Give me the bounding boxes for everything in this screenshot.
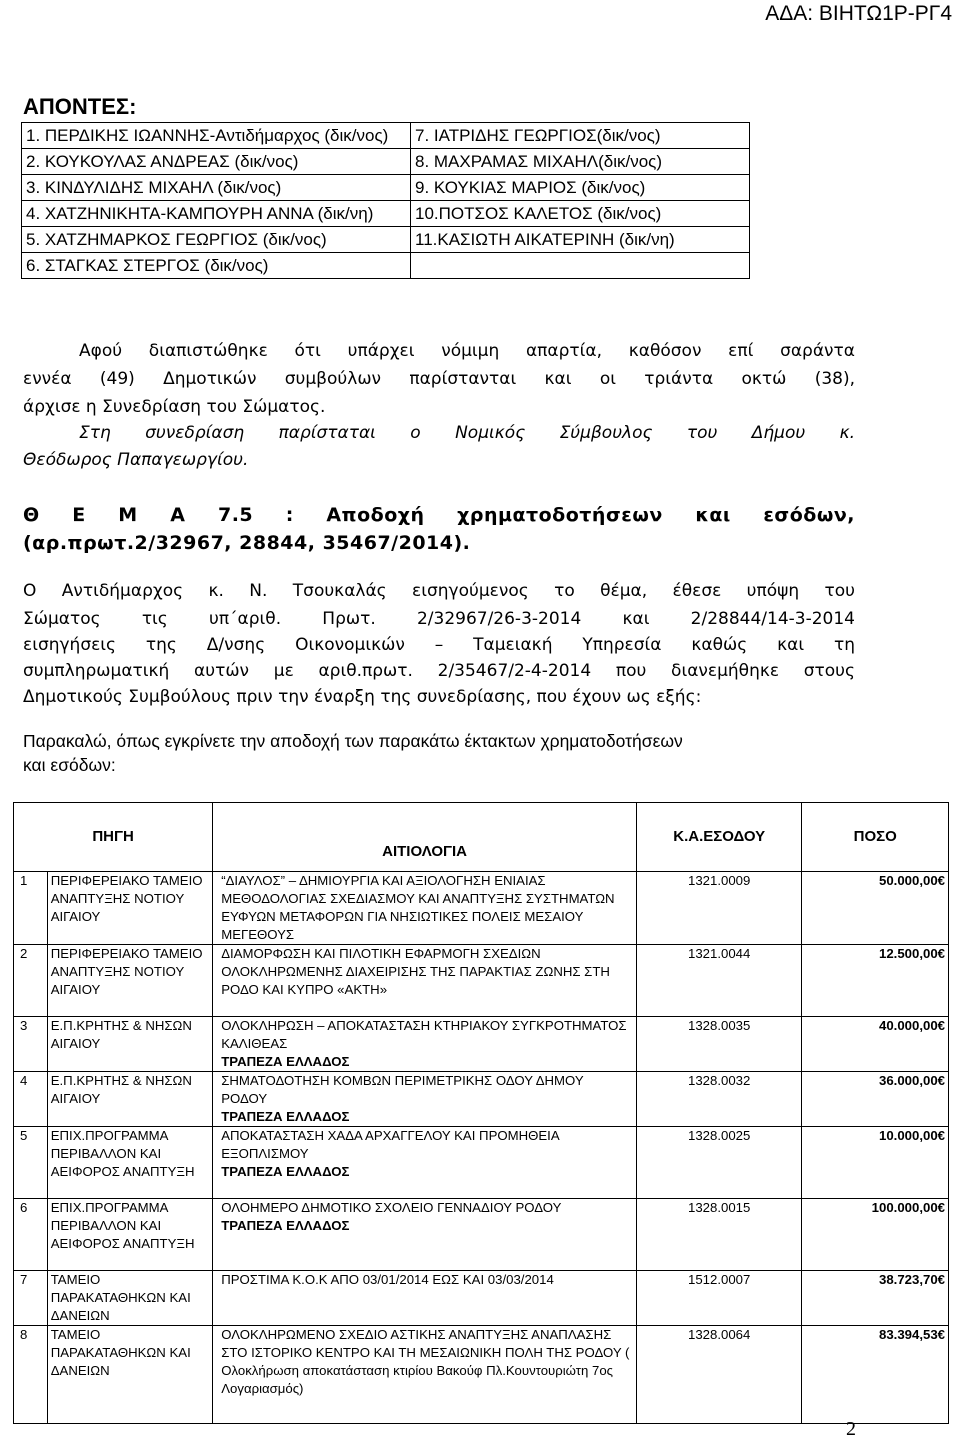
grant-reason (213, 1072, 637, 1127)
grant-source: ΠΕΡΙΦΕΡΕΙΑΚΟ ΤΑΜΕΙΟ ΑΝΑΠΤΥΞΗΣ ΝΟΤΙΟΥ ΑΙΓΑΙΟΥ (47, 872, 212, 945)
grant-reason (213, 872, 637, 945)
grant-source: ΤΑΜΕΙΟ ΠΑΡΑΚΑΤΑΘΗΚΩΝ ΚΑΙ ΔΑΝΕΙΩΝ (47, 1326, 212, 1424)
grant-bank: ΤΡΑΠΕΖΑ ΕΛΛΑΔΟΣ (221, 1164, 350, 1179)
grant-kae: 1321.0044 (636, 945, 801, 1017)
quorum-line-1: Αφού διαπιστώθηκε ότι υπάρχει νόμιμη απαρτία, καθόσον επί σαράντα (79, 341, 855, 361)
absent-row (22, 227, 750, 253)
grant-reason (213, 945, 637, 1017)
absent-member-left: 2. ΚΟΥΚΟΥΛΑΣ ΑΝΔΡΕΑΣ (δικ/νος) (22, 149, 411, 175)
grant-reason (213, 1326, 637, 1424)
absent-member-left: 4. ΧΑΤΖΗΝΙΚΗΤΑ-ΚΑΜΠΟΥΡΗ ΑΝΝΑ (δικ/νη) (22, 201, 411, 227)
intro-line-3: εισηγήσεις της Δ/νσης Οικονομικών – Ταμειακή Υπηρεσία καθώς και τη (23, 635, 855, 655)
grant-reason (213, 1127, 637, 1199)
grants-header-row (14, 803, 949, 872)
grant-bank: ΤΡΑΠΕΖΑ ΕΛΛΑΔΟΣ (221, 1109, 350, 1124)
grant-reason-text: “ΔΙΑΥΛΟΣ” – ΔΗΜΙΟΥΡΓΙΑ ΚΑΙ ΑΞΙΟΛΟΓΗΣΗ ΕΝΙΑΙΑΣ ΜΕΘΟΔΟΛΟΓΙΑΣ ΣΧΕΔΙΑΣΜΟΥ ΚΑΙ ΑΝΑΠΤΥΞΗΣ ΣΥΣΤΗΜΑΤΩΝ ΕΥΦΥΩΝ ΜΕΤΑΦΟΡΩΝ ΓΙΑ ΝΗΣΙΩΤΙΚΕΣ ΠΟΛΕΙΣ ΜΕΣΑΙΟΥ ΜΕΓΕΘΟΥΣ (221, 873, 615, 942)
header-kae: Κ.Α.ΕΣΟΔΟΥ (636, 803, 801, 872)
grant-source: ΕΠΙΧ.ΠΡΟΓΡΑΜΜΑ ΠΕΡΙΒΑΛΛΟΝ ΚΑΙ ΑΕΙΦΟΡΟΣ ΑΝΑΠΤΥΞΗ (47, 1199, 212, 1271)
grant-reason-text: ΟΛΟΚΛΗΡΩΣΗ – ΑΠΟΚΑΤΑΣΤΑΣΗ ΚΤΗΡΙΑΚΟΥ ΣΥΓΚΡΟΤΗΜΑΤΟΣ ΚΑΛΙΘΕΑΣ (221, 1018, 627, 1051)
grants-table (13, 802, 949, 1424)
theme-refs: (αρ.πρωτ.2/32967, 28844, 35467/2014). (23, 532, 471, 554)
absent-row (22, 123, 750, 149)
grant-row (14, 1199, 949, 1271)
grant-reason-text: ΠΡΟΣΤΙΜΑ Κ.Ο.Κ ΑΠΟ 03/01/2014 ΕΩΣ ΚΑΙ 03/03/2014 (221, 1272, 554, 1287)
quorum-line-2: εννέα (49) Δημοτικών συμβούλων παρίστανται και οι τριάντα οκτώ (38), (23, 369, 855, 389)
intro-line-2: Σώματος τις υπ΄αριθ. Πρωτ. 2/32967/26-3-2014 και 2/28844/14-3-2014 (23, 609, 855, 629)
absent-member-right: 10.ΠΟΤΣΟΣ ΚΑΛΕΤΟΣ (δικ/νος) (411, 201, 750, 227)
absent-row (22, 149, 750, 175)
grant-number: 5 (14, 1127, 48, 1199)
grant-bank: ΤΡΑΠΕΖΑ ΕΛΛΑΔΟΣ (221, 1054, 350, 1069)
grant-source: ΤΑΜΕΙΟ ΠΑΡΑΚΑΤΑΘΗΚΩΝ ΚΑΙ ΔΑΝΕΙΩΝ (47, 1271, 212, 1326)
grant-source: ΠΕΡΙΦΕΡΕΙΑΚΟ ΤΑΜΕΙΟ ΑΝΑΠΤΥΞΗΣ ΝΟΤΙΟΥ ΑΙΓΑΙΟΥ (47, 945, 212, 1017)
grant-row (14, 1326, 949, 1424)
absent-row (22, 253, 750, 279)
absent-title: ΑΠΟΝΤΕΣ: (23, 94, 137, 119)
intro-line-4: συμπληρωματική αυτών με αριθ.πρωτ. 2/35467/2-4-2014 που διανεμήθηκε στους (23, 661, 855, 681)
grant-source: ΕΠΙΧ.ΠΡΟΓΡΑΜΜΑ ΠΕΡΙΒΑΛΛΟΝ ΚΑΙ ΑΕΙΦΟΡΟΣ ΑΝΑΠΤΥΞΗ (47, 1127, 212, 1199)
header-amount: ΠΟΣΟ (802, 803, 949, 872)
ada-code: ΑΔΑ: ΒΙΗΤΩ1Ρ-ΡΓ4 (765, 2, 952, 25)
grant-row (14, 872, 949, 945)
legal-advisor-line-2: Θεόδωρος Παπαγεωργίου. (23, 450, 249, 470)
absent-member-right: 11.ΚΑΣΙΩΤΗ ΑΙΚΑΤΕΡΙΝΗ (δικ/νη) (411, 227, 750, 253)
grant-kae: 1512.0007 (636, 1271, 801, 1326)
request-line-2: και εσόδων: (23, 755, 116, 775)
grant-row (14, 1017, 949, 1072)
absent-member-right (411, 253, 750, 279)
grant-row (14, 1127, 949, 1199)
grant-source: Ε.Π.ΚΡΗΤΗΣ & ΝΗΣΩΝ ΑΙΓΑΙΟΥ (47, 1072, 212, 1127)
grant-amount: 38.723,70€ (802, 1271, 949, 1326)
grant-row (14, 1271, 949, 1326)
grant-amount: 50.000,00€ (802, 872, 949, 945)
grant-kae: 1328.0025 (636, 1127, 801, 1199)
request-line-1: Παρακαλώ, όπως εγκρίνετε την αποδοχή των παρακάτω έκτακτων χρηματοδοτήσεων (23, 731, 683, 751)
grant-row (14, 945, 949, 1017)
grant-reason (213, 1199, 637, 1271)
grant-row (14, 1072, 949, 1127)
grant-reason-text: ΔΙΑΜΟΡΦΩΣΗ ΚΑΙ ΠΙΛΟΤΙΚΗ ΕΦΑΡΜΟΓΗ ΣΧΕΔΙΩΝ ΟΛΟΚΛΗΡΩΜΕΝΗΣ ΔΙΑΧΕΙΡΙΣΗΣ ΤΗΣ ΠΑΡΑΚΤΙΑΣ ΖΩΝΗΣ ΣΤΗ ΡΟΔΟ ΚΑΙ ΚΥΠΡΟ «ΑΚΤΗ» (221, 946, 610, 997)
grant-amount: 100.000,00€ (802, 1199, 949, 1271)
grant-amount: 40.000,00€ (802, 1017, 949, 1072)
quorum-line-3: άρχισε η Συνεδρίαση του Σώματος. (23, 397, 326, 417)
absent-member-right: 7. ΙΑΤΡΙΔΗΣ ΓΕΩΡΓΙΟΣ(δικ/νος) (411, 123, 750, 149)
grant-reason-text: ΟΛΟΚΛΗΡΩΜΕΝΟ ΣΧΕΔΙΟ ΑΣΤΙΚΗΣ ΑΝΑΠΤΥΞΗΣ ΑΝΑΠΛΑΣΗΣ ΣΤΟ ΙΣΤΟΡΙΚΟ ΚΕΝΤΡΟ ΚΑΙ ΤΗ ΜΕΣΑΙΩΝΙΚΗ ΠΟΛΗ ΤΗΣ ΡΟΔΟΥ ( Ολοκλήρωση αποκατάσταση κτιρίου Βακούφ Πλ.Κουντουριώτη 7ος Λογαριασμός) (221, 1327, 630, 1396)
absent-member-left: 5. ΧΑΤΖΗΜΑΡΚΟΣ ΓΕΩΡΓΙΟΣ (δικ/νος) (22, 227, 411, 253)
grant-amount: 12.500,00€ (802, 945, 949, 1017)
grant-number: 4 (14, 1072, 48, 1127)
grant-amount: 10.000,00€ (802, 1127, 949, 1199)
grant-kae: 1328.0035 (636, 1017, 801, 1072)
grant-number: 3 (14, 1017, 48, 1072)
grant-reason-text: ΟΛΟΗΜΕΡΟ ΔΗΜΟΤΙΚΟ ΣΧΟΛΕΙΟ ΓΕΝΝΑΔΙΟΥ ΡΟΔΟΥ (221, 1200, 562, 1215)
grant-kae: 1328.0032 (636, 1072, 801, 1127)
grant-number: 7 (14, 1271, 48, 1326)
absent-member-right: 8. ΜΑΧΡΑΜΑΣ ΜΙΧΑΗΛ(δικ/νος) (411, 149, 750, 175)
theme-title: Θ Ε Μ Α 7.5 : Αποδοχή χρηματοδοτήσεων και εσόδων, (23, 504, 855, 526)
absent-member-left: 1. ΠΕΡΔΙΚΗΣ ΙΩΑΝΝΗΣ-Αντιδήμαρχος (δικ/νος) (22, 123, 411, 149)
legal-advisor-line-1: Στη συνεδρίαση παρίσταται ο Νομικός Σύμβουλος του Δήμου κ. (79, 423, 855, 443)
absent-row (22, 175, 750, 201)
intro-line-1: Ο Αντιδήμαρχος κ. Ν. Τσουκαλάς εισηγούμενος το θέμα, έθεσε υπόψη του (23, 581, 855, 601)
grant-reason (213, 1271, 637, 1326)
absent-row (22, 201, 750, 227)
grant-amount: 83.394,53€ (802, 1326, 949, 1424)
grant-kae: 1328.0064 (636, 1326, 801, 1424)
grant-kae: 1328.0015 (636, 1199, 801, 1271)
grant-amount: 36.000,00€ (802, 1072, 949, 1127)
grant-number: 1 (14, 872, 48, 945)
grant-reason-text: ΣΗΜΑΤΟΔΟΤΗΣΗ ΚΟΜΒΩΝ ΠΕΡΙΜΕΤΡΙΚΗΣ ΟΔΟΥ ΔΗΜΟΥ ΡΟΔΟΥ (221, 1073, 584, 1106)
grant-number: 8 (14, 1326, 48, 1424)
grant-number: 2 (14, 945, 48, 1017)
grant-reason (213, 1017, 637, 1072)
page-number: 2 (846, 1418, 856, 1440)
absent-member-right: 9. ΚΟΥΚΙΑΣ ΜΑΡΙΟΣ (δικ/νος) (411, 175, 750, 201)
grant-number: 6 (14, 1199, 48, 1271)
header-reason: ΑΙΤΙΟΛΟΓΙΑ (213, 803, 637, 872)
grant-kae: 1321.0009 (636, 872, 801, 945)
grant-reason-text: ΑΠΟΚΑΤΑΣΤΑΣΗ ΧΑΔΑ ΑΡΧΑΓΓΕΛΟΥ ΚΑΙ ΠΡΟΜΗΘΕΙΑ ΕΞΟΠΛΙΣΜΟΥ (221, 1128, 559, 1161)
header-source: ΠΗΓΗ (14, 803, 213, 872)
absent-table (21, 122, 750, 279)
grant-bank: ΤΡΑΠΕΖΑ ΕΛΛΑΔΟΣ (221, 1218, 350, 1233)
grant-source: Ε.Π.ΚΡΗΤΗΣ & ΝΗΣΩΝ ΑΙΓΑΙΟΥ (47, 1017, 212, 1072)
absent-member-left: 6. ΣΤΑΓΚΑΣ ΣΤΕΡΓΟΣ (δικ/νος) (22, 253, 411, 279)
intro-line-5: Δημοτικούς Συμβούλους πριν την έναρξη της συνεδρίασης, που έχουν ως εξής: (23, 687, 702, 707)
absent-member-left: 3. ΚΙΝΔΥΛΙΔΗΣ ΜΙΧΑΗΛ (δικ/νος) (22, 175, 411, 201)
